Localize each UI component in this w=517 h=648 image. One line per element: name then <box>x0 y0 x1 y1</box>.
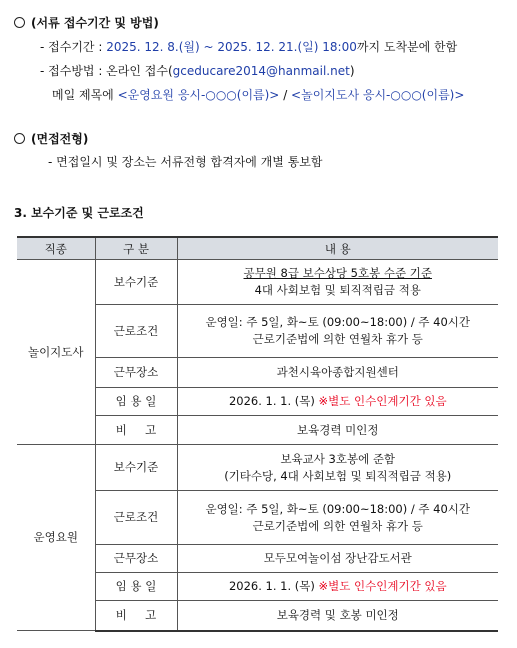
table-row: 근로조건 운영일: 주 5일, 화~토 (09:00~18:00) / 주 40시간 근로기준법에 의한 연월차 휴가 등 <box>17 491 498 545</box>
table-row: 임 용 일 2026. 1. 1. (목) ※별도 인수인계기간 있음 <box>17 573 498 601</box>
email-address[interactable]: gceducare2014@hanmail.net <box>172 64 350 78</box>
application-method: - 접수방법 : 온라인 접수(gceducare2014@hanmail.net) <box>40 64 355 78</box>
table-row: 비 고 보육경력 미인정 <box>17 416 498 445</box>
section-heading-pay: 3. 보수기준 및 근로조건 <box>14 206 144 220</box>
table-row: 근무장소 모두모여놀이섬 장난감도서관 <box>17 545 498 573</box>
table-row: 운영요원 보수기준 보육교사 3호봉에 준함 (기타수당, 4대 사회보험 및 퇴직적립금 적용) <box>17 445 498 491</box>
table-row: 놀이지도사 보수기준 공무원 8급 보수상당 5호봉 수준 기준 4대 사회보험 및 퇴직적립금 적용 <box>17 260 498 305</box>
mail-subject: 메일 제목에 <운영요원 응시-○○○(이름)> / <놀이지도사 응시-○○○(이름)> <box>52 88 465 102</box>
header-category: 구 분 <box>95 237 177 260</box>
job-name: 운영요원 <box>17 445 95 631</box>
table-header-row <box>17 237 498 260</box>
section-heading-interview: (면접전형) <box>14 130 88 147</box>
table-row: 근로조건 운영일: 주 5일, 화~토 (09:00~18:00) / 주 40시간 근로기준법에 의한 연월차 휴가 등 <box>17 305 498 358</box>
header-job: 직종 <box>17 237 95 260</box>
application-period: - 접수기간 : 2025. 12. 8.(월) ~ 2025. 12. 21.(일) 18:00까지 도착분에 한함 <box>40 40 458 54</box>
circle-bullet-icon <box>14 17 25 28</box>
section-heading-application: (서류 접수기간 및 방법) <box>14 14 159 31</box>
table-row: 근무장소 과천시육아종합지원센터 <box>17 358 498 388</box>
job-name: 놀이지도사 <box>17 260 95 445</box>
period-value: 2025. 12. 8.(월) ~ 2025. 12. 21.(일) 18:00 <box>106 40 357 54</box>
header-content: 내 용 <box>177 237 498 260</box>
pay-conditions-table <box>17 236 498 632</box>
table-row: 임 용 일 2026. 1. 1. (목) ※별도 인수인계기간 있음 <box>17 388 498 416</box>
circle-bullet-icon <box>14 133 25 144</box>
table-row: 비 고 보육경력 및 호봉 미인정 <box>17 601 498 631</box>
interview-note: - 면접일시 및 장소는 서류전형 합격자에 개별 통보함 <box>48 155 323 169</box>
